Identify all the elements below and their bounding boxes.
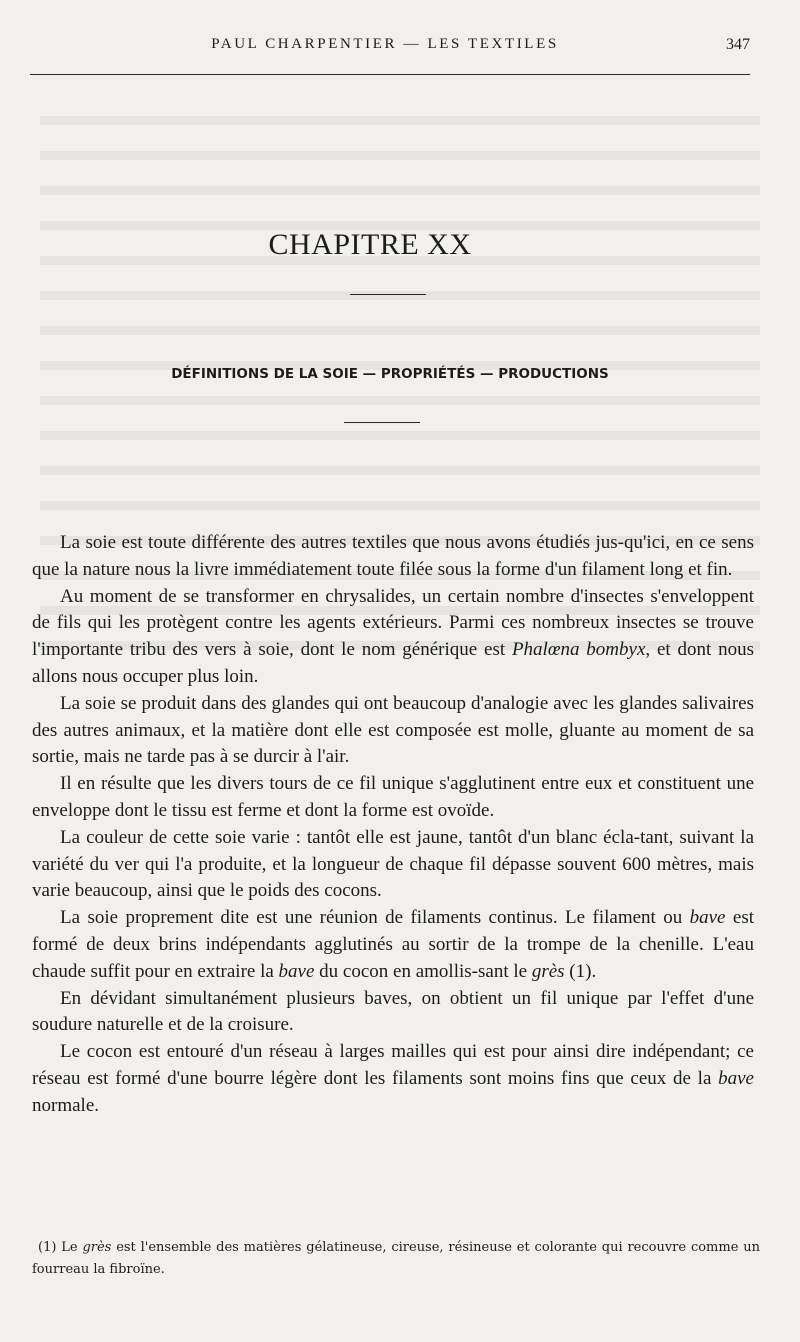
text-run: Le cocon est entouré d'un réseau à larges mailles qui est pour ainsi dire indépendant; ce réseau est formé d'une bourre légère dont les filaments sont moins fins que ceux de la	[32, 1041, 754, 1089]
text-run: La couleur de cette soie varie : tantôt elle est jaune, tantôt d'un blanc écla-tant, suivant la variété du ver qui l'a produite, et la longueur de chaque fil dépasse souvent 600 mètres, mais varie beaucoup, ainsi que le poids des cocons.	[32, 826, 754, 902]
running-head	[0, 36, 800, 60]
paragraph	[32, 986, 754, 1040]
title-divider	[350, 294, 426, 295]
paragraph	[32, 691, 754, 771]
italic-term: bave	[689, 907, 726, 929]
text-run: , et dont nous allons nous occuper plus loin.	[32, 639, 754, 687]
italic-term: bave	[718, 1067, 754, 1089]
text-run: (1) Le	[38, 1240, 83, 1255]
footnote	[32, 1237, 760, 1281]
running-title: PAUL CHARPENTIER — LES TEXTILES	[211, 36, 559, 52]
text-run: normale.	[32, 1094, 100, 1116]
page-number: 347	[726, 36, 750, 53]
footnote-text	[32, 1237, 760, 1281]
body-text	[32, 530, 754, 1120]
paragraph	[32, 825, 754, 905]
text-run: Au moment de se transformer en chrysalides, un certain nombre d'insectes s'enveloppent de fils qui les protègent contre les agents extérieurs. Parmi ces nombreux insectes se trouve l'importante tribu des vers à soie, dont le nom générique est	[32, 585, 754, 661]
header-rule	[30, 74, 750, 75]
text-run: est l'ensemble des matières gélatineuse, cireuse, résineuse et colorante qui recouvre comme un fourreau la fibroïne.	[32, 1240, 760, 1277]
chapter-subtitle: DÉFINITIONS DE LA SOIE — PROPRIÉTÉS — PRODUCTIONS	[171, 366, 609, 382]
text-run: du cocon en amollis-sant le	[314, 960, 532, 982]
paragraph	[32, 771, 754, 825]
text-run: La soie se produit dans des glandes qui ont beaucoup d'analogie avec les glandes salivaires des autres animaux, et la matière dont elle est composée est molle, gluante au moment de sa sortie, mais ne tarde pas à se durcir à l'air.	[32, 692, 754, 768]
subtitle-divider	[344, 422, 420, 423]
text-run: La soie proprement dite est une réunion de filaments continus. Le filament ou	[60, 907, 690, 929]
italic-term: grès	[82, 1240, 112, 1255]
text-run: Il en résulte que les divers tours de ce fil unique s'agglutinent entre eux et constituent une enveloppe dont le tissu est ferme et dont la forme est ovoïde.	[32, 773, 754, 821]
italic-term: bave	[278, 960, 315, 982]
paragraph	[32, 905, 754, 985]
text-run: En dévidant simultanément plusieurs baves, on obtient un fil unique par l'effet d'une soudure naturelle et de la croisure.	[32, 987, 754, 1036]
text-run: (1).	[564, 960, 597, 982]
paragraph	[32, 1039, 754, 1119]
italic-term: Phalœna bombyx	[511, 639, 646, 661]
text-run: est formé de deux brins indépendants agglutinés au sortir de la trompe de la chenille. L'eau chaude suffit pour en extraire la	[32, 907, 754, 982]
paragraph	[32, 584, 754, 691]
text-run: La soie est toute différente des autres textiles que nous avons étudiés jus-qu'ici, en ce sens que la nature nous la livre immédiatement toute filée sous la forme d'un filament long et fin.	[32, 532, 754, 580]
paragraph	[32, 530, 754, 584]
chapter-title: CHAPITRE XX	[268, 228, 472, 261]
italic-term: grès	[531, 960, 565, 982]
